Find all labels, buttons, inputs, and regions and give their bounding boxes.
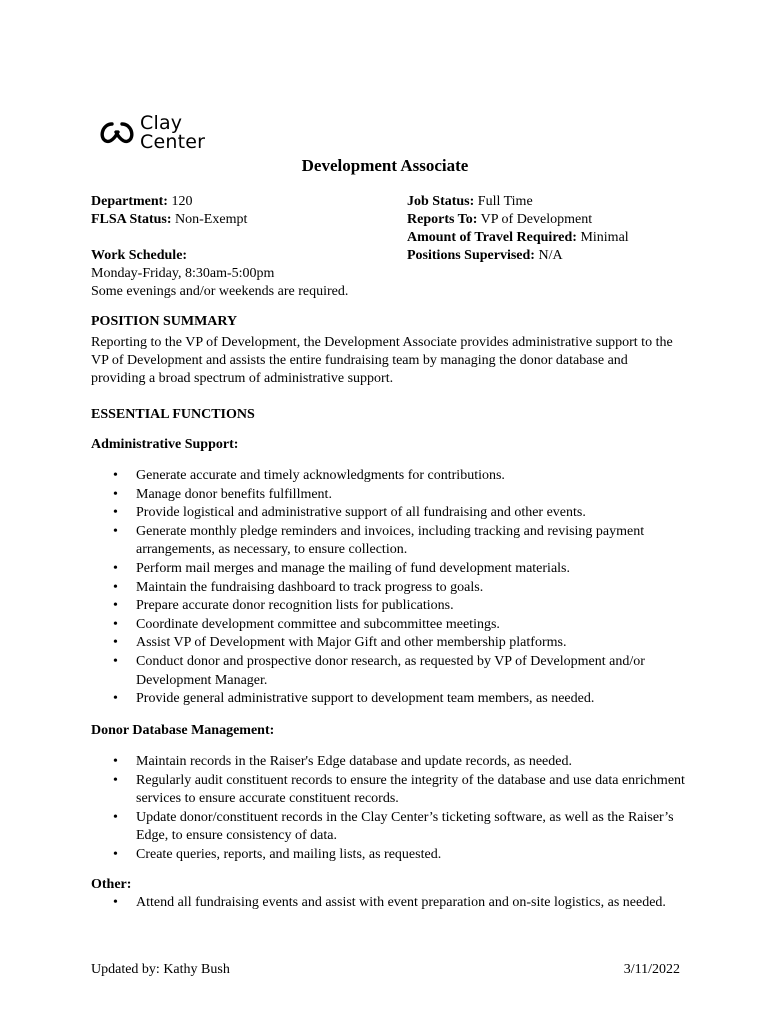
job-status-row xyxy=(407,193,629,211)
list-item: • Coordinate development committee and subcommittee meetings. xyxy=(91,616,691,635)
list-item: • Conduct donor and prospective donor research, as requested by VP of Development and/or Development Manager. xyxy=(91,653,691,690)
summary-text: Reporting to the VP of Development, the Development Associate provides administrative support to the VP of Development and assists the entire fundraising team by managing the donor database and providing a broad spectrum of administrative support. xyxy=(91,335,673,386)
supervised-value: N/A xyxy=(534,248,563,263)
job-status-label: Job Status: xyxy=(407,194,475,209)
list-item: • Provide general administrative support to development team members, as needed. xyxy=(91,690,691,709)
department-row xyxy=(91,193,348,211)
logo-line-2: Center xyxy=(140,131,206,153)
list-item: • Generate monthly pledge reminders and invoices, including tracking and revising payment arrangements, as necessary, to ensure collection. xyxy=(91,523,691,560)
info-left xyxy=(91,193,348,301)
list-item: • Update donor/constituent records in the Clay Center’s ticketing software, as well as the Raiser’s Edge, to ensure consistency of data. xyxy=(91,809,691,846)
reports-value: VP of Development xyxy=(477,212,593,227)
list-item: • Attend all fundraising events and assist with event preparation and on-site logistics, as needed. xyxy=(91,894,691,913)
reports-label: Reports To: xyxy=(407,212,478,227)
logo-line-1: Clay xyxy=(140,112,183,134)
clay-center-logo-icon xyxy=(98,118,136,148)
donor-database-heading: Donor Database Management: xyxy=(91,723,275,738)
job-status-value: Full Time xyxy=(474,194,533,209)
schedule-label: Work Schedule: xyxy=(91,248,188,263)
list-item: • Maintain the fundraising dashboard to track progress to goals. xyxy=(91,579,691,598)
list-item: • Regularly audit constituent records to ensure the integrity of the database and use data enrichment services to ensure accurate constituent records. xyxy=(91,772,691,809)
schedule-line-1: Monday-Friday, 8:30am-5:00pm xyxy=(91,266,275,281)
clay-center-logo xyxy=(98,114,205,152)
list-item: • Maintain records in the Raiser's Edge database and update records, as needed. xyxy=(91,753,691,772)
admin-support-heading: Administrative Support: xyxy=(91,437,239,452)
travel-value: Minimal xyxy=(576,230,629,245)
supervised-label: Positions Supervised: xyxy=(407,248,535,263)
department-label: Department: xyxy=(91,194,168,209)
footer-date: 3/11/2022 xyxy=(623,962,680,977)
other-list xyxy=(91,894,691,913)
supervised-row xyxy=(407,247,629,265)
department-value: 120 xyxy=(167,194,193,209)
other-heading: Other: xyxy=(91,877,132,892)
schedule-line-2: Some evenings and/or weekends are required. xyxy=(91,284,349,299)
logo-wordmark xyxy=(140,114,205,152)
list-item: • Provide logistical and administrative support of all fundraising and other events. xyxy=(91,504,691,523)
list-item: • Manage donor benefits fulfillment. xyxy=(91,486,691,505)
admin-support-list xyxy=(91,467,691,709)
footer-updated-by: Updated by: Kathy Bush xyxy=(91,962,230,977)
list-item: • Assist VP of Development with Major Gift and other membership platforms. xyxy=(91,634,691,653)
info-right xyxy=(407,193,629,265)
travel-row xyxy=(407,229,629,247)
list-item: • Perform mail merges and manage the mailing of fund development materials. xyxy=(91,560,691,579)
summary-heading: POSITION SUMMARY xyxy=(91,314,238,329)
essential-functions-heading: ESSENTIAL FUNCTIONS xyxy=(91,407,255,422)
list-item: • Create queries, reports, and mailing lists, as requested. xyxy=(91,846,691,865)
travel-label: Amount of Travel Required: xyxy=(407,230,577,245)
spacer xyxy=(91,229,348,247)
flsa-row xyxy=(91,211,348,229)
reports-row xyxy=(407,211,629,229)
list-item: • Generate accurate and timely acknowledgments for contributions. xyxy=(91,467,691,486)
flsa-value: Non-Exempt xyxy=(171,212,248,227)
donor-database-list xyxy=(91,753,691,865)
page-title: Development Associate xyxy=(301,156,469,175)
list-item: • Prepare accurate donor recognition lists for publications. xyxy=(91,597,691,616)
flsa-label: FLSA Status: xyxy=(91,212,172,227)
